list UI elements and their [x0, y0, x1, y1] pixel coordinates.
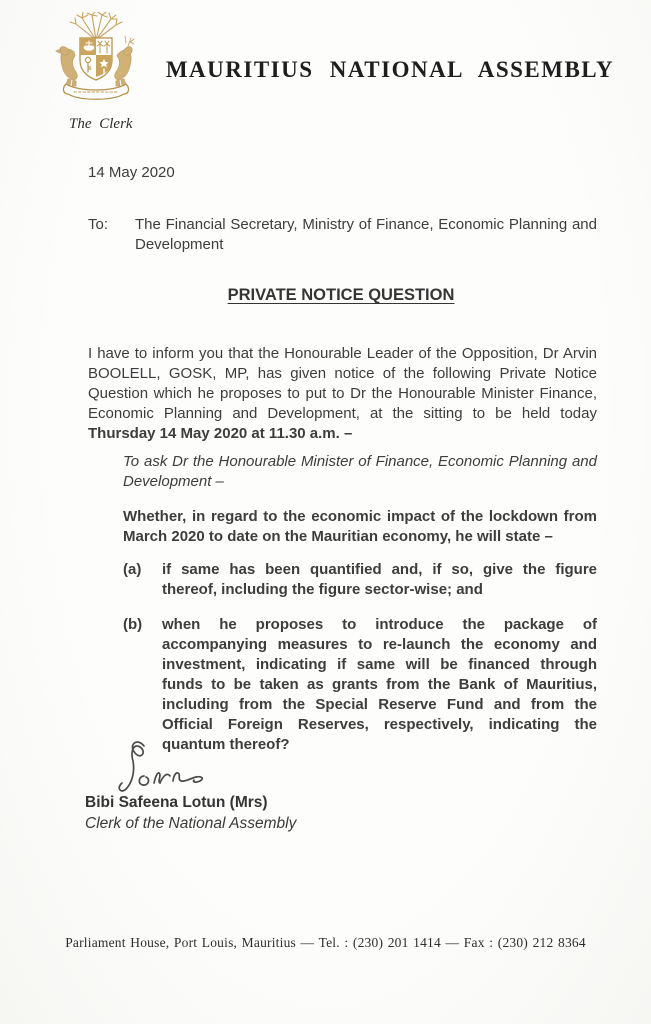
intro-paragraph-bold: Thursday 14 May 2020 at 11.30 a.m. – [88, 425, 353, 442]
item-b-label: (b) [123, 616, 143, 633]
question-item-a [123, 560, 597, 600]
recipient-label: To: [88, 216, 109, 233]
intro-paragraph [88, 344, 597, 444]
document-heading-text: PRIVATE NOTICE QUESTION [227, 286, 455, 304]
item-a-text: if same has been quantified and, if so, give the figure thereof, including the figure sector-wise; and [162, 561, 597, 598]
letter-date: 14 May 2020 [88, 164, 175, 181]
item-a-label: (a) [123, 561, 142, 578]
handwritten-signature [106, 738, 210, 802]
document-heading [85, 286, 597, 305]
question-intro-paragraph: To ask Dr the Honourable Minister of Finance, Economic Planning and Development – [123, 453, 597, 490]
question-lead-paragraph: Whether, in regard to the economic impact of the lockdown from March 2020 to date on the Mauritian economy, he will state – [123, 508, 597, 545]
recipient-row [88, 215, 597, 255]
intro-paragraph-regular: I have to inform you that the Honourable Leader of the Opposition, Dr Arvin BOOLELL, GOSK, MP, has given notice of the following Private Notice Question which he proposes to put to Dr the Honourable Minister Finance, Economic Planning and Development, at the sitting to be held today [88, 345, 597, 422]
signer-name: Bibi Safeena Lotun (Mrs) [85, 794, 268, 811]
footer [0, 935, 651, 952]
assembly-title: MAURITIUS NATIONAL ASSEMBLY [165, 57, 615, 82]
footer-address: Parliament House, Port Louis, Mauritius — Tel. : (230) 201 1414 — Fax : (230) 212 8364 [65, 935, 586, 950]
signer-role: Clerk of the National Assembly [85, 815, 297, 832]
mauritius-coat-of-arms-icon [52, 12, 140, 114]
recipient-text: The Financial Secretary, Ministry of Finance, Economic Planning and Development [135, 216, 597, 253]
question-item-b [123, 615, 597, 755]
item-b-text: when he proposes to introduce the package of accompanying measures to re-launch the economy and investment, indicating if same will be financed through funds to be taken as grants from the Bank of Mauritius, including from the Special Reserve Fund and from the Official Foreign Reserves, respectively, indicating the quantum thereof? [162, 616, 597, 753]
clerk-office-label: The Clerk [69, 116, 133, 132]
